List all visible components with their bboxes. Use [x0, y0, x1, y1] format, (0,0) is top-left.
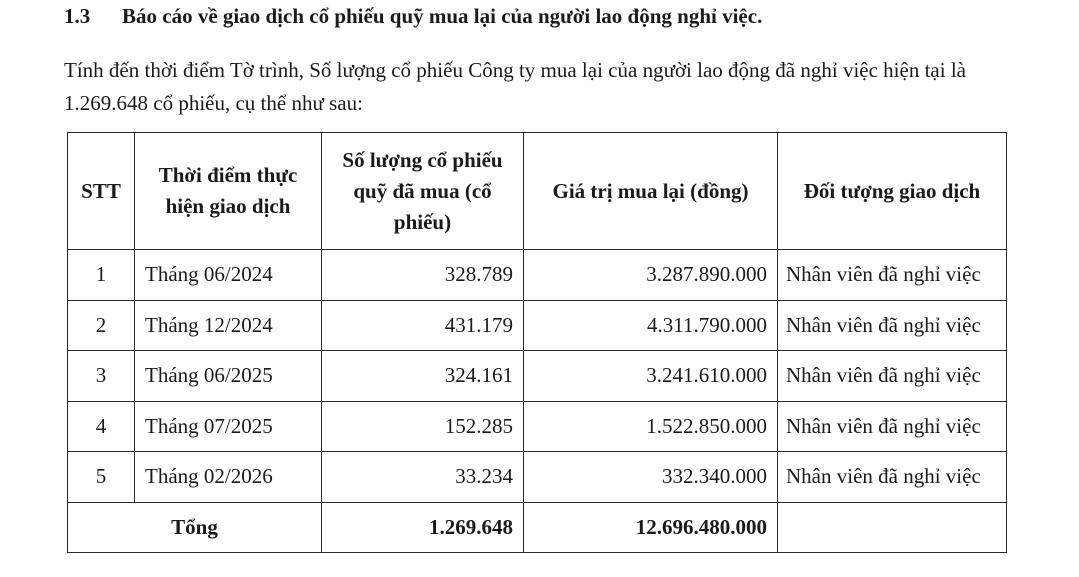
cell-stt: 3: [68, 351, 135, 402]
cell-value: 3.287.890.000: [524, 250, 778, 301]
cell-value: 1.522.850.000: [524, 401, 778, 452]
cell-object: Nhân viên đã nghỉ việc: [778, 250, 1007, 301]
cell-quantity: 328.789: [322, 250, 524, 301]
cell-stt: 2: [68, 300, 135, 351]
cell-time: Tháng 12/2024: [135, 300, 322, 351]
cell-time: Tháng 06/2024: [135, 250, 322, 301]
header-value: Giá trị mua lại (đồng): [524, 133, 778, 250]
cell-quantity: 33.234: [322, 452, 524, 503]
table-row: [68, 351, 1007, 402]
table-total-row: [68, 502, 1007, 553]
table-row: [68, 250, 1007, 301]
total-label: Tổng: [68, 502, 322, 553]
header-time: Thời điểm thực hiện giao dịch: [135, 133, 322, 250]
cell-object: Nhân viên đã nghỉ việc: [778, 452, 1007, 503]
cell-value: 3.241.610.000: [524, 351, 778, 402]
cell-time: Tháng 02/2026: [135, 452, 322, 503]
cell-object: Nhân viên đã nghỉ việc: [778, 351, 1007, 402]
section-heading: [64, 4, 762, 29]
header-object: Đối tượng giao dịch: [778, 133, 1007, 250]
table-row: [68, 300, 1007, 351]
cell-time: Tháng 06/2025: [135, 351, 322, 402]
header-quantity: Số lượng cổ phiếu quỹ đã mua (cổ phiếu): [322, 133, 524, 250]
table-row: [68, 452, 1007, 503]
cell-object: Nhân viên đã nghỉ việc: [778, 401, 1007, 452]
total-object-empty: [778, 502, 1007, 553]
cell-stt: 5: [68, 452, 135, 503]
header-stt: STT: [68, 133, 135, 250]
total-value: 12.696.480.000: [524, 502, 778, 553]
cell-object: Nhân viên đã nghỉ việc: [778, 300, 1007, 351]
table-row: [68, 401, 1007, 452]
cell-quantity: 324.161: [322, 351, 524, 402]
section-title: Báo cáo về giao dịch cổ phiếu quỹ mua lại của người lao động nghỉ việc.: [122, 4, 763, 28]
intro-paragraph: Tính đến thời điểm Tờ trình, Số lượng cổ phiếu Công ty mua lại của người lao động đã nghỉ việc hiện tại là 1.269.648 cổ phiếu, cụ thể như sau:: [64, 58, 966, 115]
total-quantity: 1.269.648: [322, 502, 524, 553]
table-header-row: [68, 133, 1007, 250]
cell-stt: 1: [68, 250, 135, 301]
cell-time: Tháng 07/2025: [135, 401, 322, 452]
section-number: 1.3: [64, 4, 91, 28]
cell-quantity: 152.285: [322, 401, 524, 452]
buyback-table: [67, 132, 1007, 553]
cell-stt: 4: [68, 401, 135, 452]
cell-quantity: 431.179: [322, 300, 524, 351]
cell-value: 4.311.790.000: [524, 300, 778, 351]
cell-value: 332.340.000: [524, 452, 778, 503]
